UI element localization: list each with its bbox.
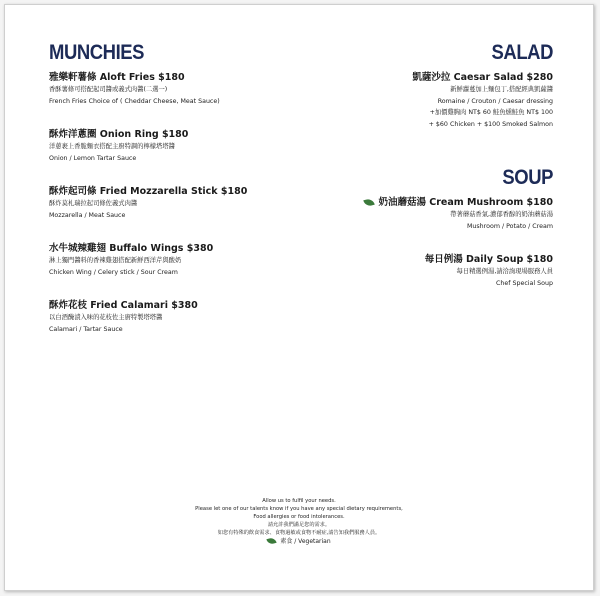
menu-item-daily-soup bbox=[293, 253, 553, 289]
item-name: 每日例湯 Daily Soup $180 bbox=[424, 254, 553, 265]
vegetarian-legend bbox=[5, 537, 593, 547]
menu-item-caesar-salad bbox=[293, 71, 553, 130]
item-ingredients: Romaine / Crouton / Caesar dressing bbox=[437, 97, 553, 105]
item-description: 洋蔥裹上香脆麵衣搭配主廚特調的檸檬塔塔醬 bbox=[49, 143, 175, 150]
notice-line: Food allergies or food intolerances. bbox=[253, 514, 345, 520]
item-name: 奶油蘑菇湯 Cream Mushroom $180 bbox=[378, 197, 553, 208]
item-ingredients: Mozzarella / Meat Sauce bbox=[49, 211, 126, 219]
item-ingredients: Chef Special Soup bbox=[495, 279, 553, 287]
item-ingredients: Onion / Lemon Tartar Sauce bbox=[49, 154, 137, 162]
item-name: 凱薩沙拉 Caesar Salad $280 bbox=[412, 72, 553, 83]
menu-item-mozzarella-stick bbox=[49, 185, 309, 221]
item-description: 淋上獨門醬料的香辣雞翅搭配新鮮西洋芹與酸奶 bbox=[49, 257, 182, 264]
notice-line: Please let one of our talents know if you have any special dietary requirements, bbox=[195, 506, 403, 512]
menu-item-cream-mushroom bbox=[293, 196, 553, 232]
item-addon-zh: +加價雞胸肉 NT$ 60 鮭魚燻鮭魚 NT$ 100 bbox=[429, 109, 553, 116]
item-name: 雅樂軒薯條 Aloft Fries $180 bbox=[49, 72, 185, 83]
vegetarian-label: 素食 / Vegetarian bbox=[280, 538, 331, 545]
item-addon-en: + $60 Chicken + $100 Smoked Salmon bbox=[428, 120, 553, 128]
item-ingredients: Chicken Wing / Celery stick / Sour Cream bbox=[49, 268, 178, 276]
item-name: 酥炸花枝 Fried Calamari $380 bbox=[49, 300, 198, 311]
section-title-salad: SALAD bbox=[491, 41, 553, 64]
menu-item-aloft-fries bbox=[49, 71, 309, 107]
vegetarian-leaf-icon bbox=[364, 198, 375, 207]
munchies-section bbox=[49, 41, 309, 356]
menu-item-onion-ring bbox=[49, 128, 309, 164]
item-description: 以白酒醃漬入味的花枝佐主廚特製塔塔醬 bbox=[49, 314, 163, 321]
item-ingredients: French Fries Choice of ( Cheddar Cheese, Meat Sauce) bbox=[49, 97, 220, 105]
notice-line: Allow us to fulfil your needs. bbox=[262, 498, 336, 504]
vegetarian-leaf-icon bbox=[267, 537, 277, 545]
item-description: 帶著蘑菇香氣,濃郁香醇的奶油蘑菇湯 bbox=[450, 211, 553, 218]
item-name: 水牛城辣雞翅 Buffalo Wings $380 bbox=[49, 243, 214, 254]
item-description: 每日精選例湯,請洽詢現場服務人員 bbox=[456, 268, 553, 275]
section-title-munchies: MUNCHIES bbox=[49, 41, 145, 64]
item-ingredients: Mushroom / Potato / Cream bbox=[466, 222, 553, 230]
section-title-soup: SOUP bbox=[502, 166, 553, 189]
dietary-notice bbox=[5, 497, 593, 547]
item-description: 香酥薯條可搭配起司醬或義式肉醬(二選一) bbox=[49, 86, 168, 93]
menu-item-fried-calamari bbox=[49, 299, 309, 335]
item-name-row bbox=[293, 196, 553, 209]
item-ingredients: Calamari / Tartar Sauce bbox=[49, 325, 123, 333]
right-column bbox=[293, 41, 553, 310]
item-name: 酥炸洋蔥圈 Onion Ring $180 bbox=[49, 129, 189, 140]
menu-page bbox=[4, 4, 594, 591]
notice-line: 請允許我們滿足您的需求。 bbox=[267, 522, 331, 528]
notice-line: 如您有特殊的飲食需求、食物過敏或食物不耐症,請告知我們服務人員。 bbox=[217, 530, 381, 536]
item-description: 酥炸莫札瑞拉起司條佐義式肉醬 bbox=[49, 200, 138, 207]
item-description: 新鮮蘿蔓加上麵包丁,搭配經典凱薩醬 bbox=[450, 86, 553, 93]
menu-item-buffalo-wings bbox=[49, 242, 309, 278]
item-name: 酥炸起司條 Fried Mozzarella Stick $180 bbox=[49, 186, 248, 197]
